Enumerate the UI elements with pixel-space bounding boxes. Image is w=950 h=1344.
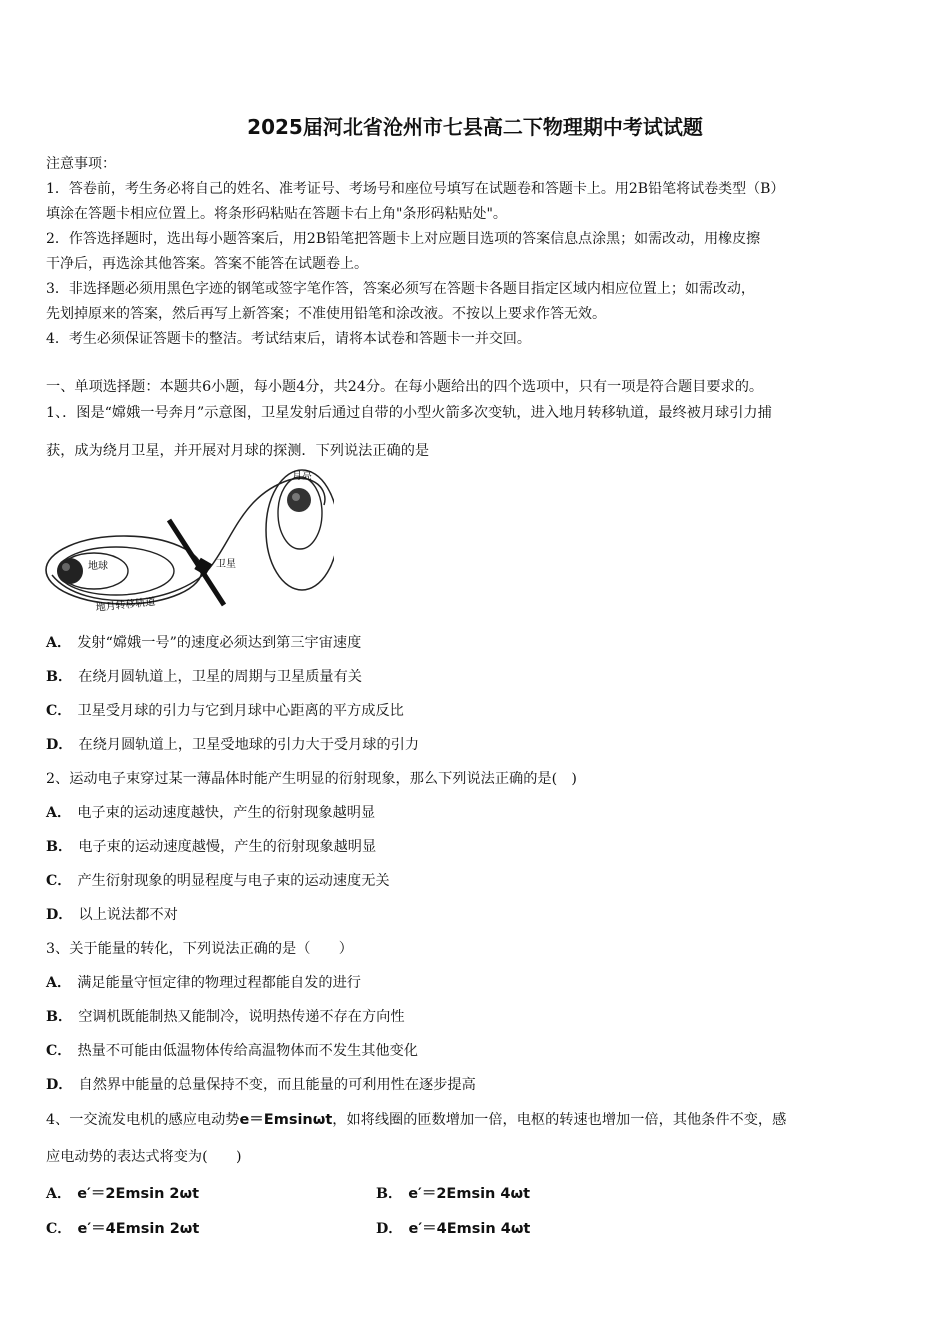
notice-line: 3．非选择题必须用黑色字迹的钢笔或签字笔作答，答案必须写在答题卡各题目指定区域内相应位置上；如需改动，	[46, 281, 755, 297]
moon-label: 月亮	[292, 471, 312, 482]
q3-option-a[interactable]: A． 满足能量守恒定律的物理过程都能自发的进行	[46, 975, 361, 991]
earth-icon	[57, 558, 83, 584]
notice-line: 4．考生必须保证答题卡的整洁。考试结束后，请将本试卷和答题卡一并交回。	[46, 331, 531, 347]
question-2-stem: 2、运动电子束穿过某一薄晶体时能产生明显的衍射现象，那么下列说法正确的是( )	[46, 771, 577, 787]
notice-line: 填涂在答题卡相应位置上。将条形码粘贴在答题卡右上角"条形码粘贴处"。	[46, 206, 507, 222]
q4-option-a[interactable]: A． e′＝2Emsin 2ωt	[46, 1186, 200, 1202]
q4-option-d[interactable]: D． e′＝4Emsin 4ωt	[376, 1221, 531, 1237]
q2-option-a[interactable]: A． 电子束的运动速度越快，产生的衍射现象越明显	[46, 805, 376, 821]
question-4-stem-cont: 应电动势的表达式将变为( )	[46, 1149, 242, 1165]
q2-option-c[interactable]: C． 产生衍射现象的明显程度与电子束的运动速度无关	[46, 873, 390, 889]
notice-line: 1．答卷前，考生务必将自己的姓名、准考证号、考场号和座位号填写在试题卷和答题卡上。用2B铅笔将试卷类型（B）	[46, 181, 785, 197]
q3-option-c[interactable]: C． 热量不可能由低温物体传给高温物体而不发生其他变化	[46, 1043, 418, 1059]
q2-option-b[interactable]: B． 电子束的运动速度越慢，产生的衍射现象越明显	[46, 839, 377, 855]
q3-option-d[interactable]: D． 自然界中能量的总量保持不变，而且能量的可利用性在逐步提高	[46, 1077, 476, 1093]
orbit-figure	[44, 465, 334, 615]
section-heading: 一、单项选择题：本题共6小题，每小题4分，共24分。在每小题给出的四个选项中，只有一项是符合题目要求的。	[46, 379, 764, 395]
q1-option-a[interactable]: A． 发射“嫦娥一号”的速度必须达到第三宇宙速度	[46, 635, 362, 651]
satellite-label: 卫星	[216, 559, 236, 570]
notice-line: 先划掉原来的答案，然后再写上新答案；不准使用铅笔和涂改液。不按以上要求作答无效。	[46, 306, 606, 322]
moon-orbit-outer	[266, 470, 334, 590]
moon-orbit-inner	[278, 477, 322, 549]
q2-option-d[interactable]: D． 以上说法都不对	[46, 907, 178, 923]
q1-option-d[interactable]: D． 在绕月圆轨道上，卫星受地球的引力大于受月球的引力	[46, 737, 420, 753]
notice-line: 2．作答选择题时，选出每小题答案后，用2B铅笔把答题卡上对应题目选项的答案信息点涂黑；如需改动，用橡皮擦	[46, 231, 761, 247]
earth-label: 地球	[88, 561, 108, 572]
q3-option-b[interactable]: B． 空调机既能制热又能制冷，说明热传递不存在方向性	[46, 1009, 405, 1025]
transfer-label: 地月转移轨道	[95, 596, 156, 614]
emf-formula: e＝Emsinωt	[239, 1112, 333, 1128]
q4-option-c[interactable]: C． e′＝4Emsin 2ωt	[46, 1221, 200, 1237]
question-1-stem-cont: 获，成为绕月卫星，并开展对月球的探测．下列说法正确的是	[46, 443, 430, 459]
question-3-stem: 3、关于能量的转化，下列说法正确的是（ ）	[46, 941, 353, 957]
q4-option-b[interactable]: B． e′＝2Emsin 4ωt	[376, 1186, 531, 1202]
q1-option-c[interactable]: C． 卫星受月球的引力与它到月球中心距离的平方成反比	[46, 703, 404, 719]
question-4-stem: 4、一交流发电机的感应电动势e＝Emsinωt，如将线圈的匝数增加一倍，电枢的转速也增加一倍，其他条件不变，感	[46, 1112, 787, 1128]
q1-option-b[interactable]: B． 在绕月圆轨道上，卫星的周期与卫星质量有关	[46, 669, 362, 685]
moon-icon	[287, 488, 311, 512]
question-1-stem: 1、．图是“嫦娥一号奔月”示意图，卫星发射后通过自带的小型火箭多次变轨，进入地月转移轨道，最终被月球引力捕	[46, 405, 772, 421]
notice-heading: 注意事项：	[46, 156, 116, 172]
page-title: 2025届河北省沧州市七县高二下物理期中考试试题	[247, 115, 703, 139]
notice-line: 干净后，再选涂其他答案。答案不能答在试题卷上。	[46, 256, 368, 272]
